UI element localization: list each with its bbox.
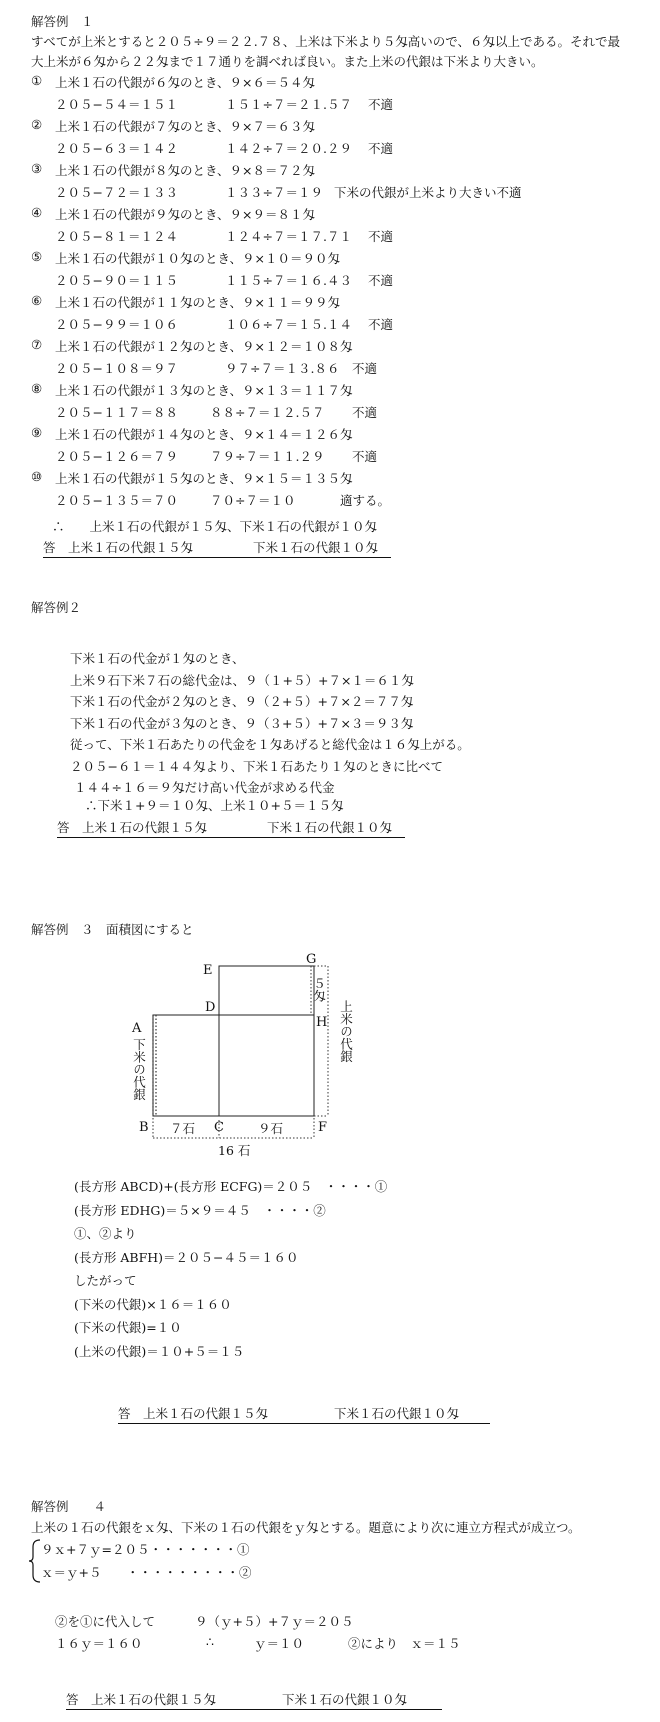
ex3-line: (上米の代銀)＝１０+５＝１５	[74, 1343, 245, 1359]
case-mark: ⑤	[31, 249, 43, 264]
ex2-line: 下米１石の代金が２匁のとき、９（２+５）+７×２＝７７匁	[70, 694, 414, 709]
ex4-answer-upper: 答 上米１石の代銀１５匁	[66, 1692, 217, 1707]
case-description: 上米１石の代銀が１１匁のとき、９×１１＝９９匁	[55, 295, 340, 310]
case-verdict: 不適	[352, 405, 378, 420]
case-subtraction: ２０５−１２６＝７９	[55, 449, 178, 464]
case-division: ７９÷７＝１１.２９	[210, 449, 325, 464]
ex1-heading: 解答例 １	[31, 14, 94, 29]
case-mark: ⑩	[31, 469, 43, 484]
seg-gh-label: ５匁	[311, 977, 327, 1002]
case-division: ９７÷７＝１３.８６	[225, 361, 340, 376]
case-subtraction: ２０５−１１７＝８８	[55, 405, 178, 420]
case-description: 上米１石の代銀が７匁のとき、９×７＝６３匁	[55, 119, 315, 134]
system-brace-icon	[28, 1538, 42, 1584]
ex4-answer	[66, 1690, 442, 1710]
ex3-line: (長方形 ABFH)＝２０５−４５＝１６０	[74, 1249, 299, 1265]
seg-cf-label: ９石	[258, 1121, 284, 1136]
ex2-line: 上米９石下米７石の総代金は、９（１+５）+７×１＝６１匁	[70, 672, 414, 688]
case-mark: ⑦	[31, 337, 43, 352]
case-division: ７０÷７＝１０	[210, 493, 296, 508]
ex3-line: (長方形 EDHG)＝５×９＝４５ ・・・・②	[74, 1202, 326, 1218]
case-subtraction: ２０５−８１＝１２４	[55, 229, 178, 244]
case-verdict: 下米の代銀が上米より大きい不適	[334, 185, 522, 200]
ex3-answer-upper: 答 上米１石の代銀１５匁	[118, 1406, 269, 1421]
case-division: １１５÷７＝１６.４３	[225, 273, 352, 288]
case-description: 上米１石の代銀が８匁のとき、９×８＝７２匁	[55, 163, 315, 178]
case-verdict: 不適	[368, 317, 394, 332]
case-subtraction: ２０５−６３＝１４２	[55, 141, 178, 156]
case-division: １２４÷７＝１７.７１	[225, 229, 352, 244]
ex3-line: ①、②より	[74, 1226, 137, 1241]
case-subtraction: ２０５−１３５＝７０	[55, 493, 178, 508]
label-h: H	[316, 1015, 328, 1030]
case-description: 上米１石の代銀が１５匁のとき、９×１５＝１３５匁	[55, 471, 353, 486]
ex4-equation-1: ９ｘ+７ｙ=２０５・・・・・・・①	[41, 1542, 250, 1557]
ex1-intro-line-1: すべてが上米とすると２０５÷９＝２２.７８、上米は下米より５匁高いので、６匁以上である。それで最	[31, 34, 620, 49]
ex4-result-1: １６ｙ＝１６０	[55, 1636, 143, 1651]
ex2-line: １４４÷１６＝９匁だけ高い代金が求める代金	[74, 780, 335, 795]
case-verdict: 不適	[368, 97, 394, 112]
ex4-therefore-symbol: ∴	[206, 1634, 214, 1649]
rect-ecfg	[219, 966, 314, 1116]
side-left-label: 下米の代銀	[131, 1038, 147, 1101]
ex4-result-x: ②により ｘ＝１５	[348, 1636, 461, 1651]
ex4-substitute-label: ②を①に代入して	[55, 1614, 156, 1629]
case-verdict: 不適	[352, 361, 378, 376]
case-mark: ④	[31, 205, 43, 220]
case-description: 上米１石の代銀が１４匁のとき、９×１４＝１２６匁	[55, 427, 353, 442]
ex1-answer-upper: 答 上米１石の代銀１５匁	[43, 540, 194, 555]
rect-abcd	[153, 1015, 219, 1116]
ex1-intro-line-2: 大上米が６匁から２２匁まで１７通りを調べれば良い。また上米の代銀は下米より大きい。	[31, 54, 544, 69]
ex2-line: 下米１石の代金が３匁のとき、９（３+５）+７×３＝９３匁	[70, 715, 414, 731]
ex4-answer-lower: 下米１石の代銀１０匁	[281, 1692, 407, 1707]
ex1-therefore: ∴ 上米１石の代銀が１５匁、下米１石の代銀が１０匁	[52, 519, 378, 534]
label-a: A	[132, 1021, 142, 1036]
case-description: 上米１石の代銀が１３匁のとき、９×１３＝１１７匁	[55, 383, 353, 398]
case-mark: ⑥	[31, 293, 43, 308]
ex1-answer-lower: 下米１石の代銀１０匁	[252, 540, 378, 555]
case-division: １５１÷７＝２１.５７	[225, 97, 352, 112]
case-verdict: 不適	[368, 141, 394, 156]
ex2-line: 従って、下米１石あたりの代金を１匁あげると総代金は１６匁上がる。	[70, 737, 470, 752]
case-verdict: 適する。	[340, 493, 391, 508]
label-c: C	[214, 1120, 224, 1135]
ex2-line: 下米１石の代金が１匁のとき、	[70, 651, 245, 666]
case-description: 上米１石の代銀が１０匁のとき、９×１０＝９０匁	[55, 251, 340, 266]
ex3-line: (下米の代銀)=１０	[74, 1320, 182, 1335]
case-mark: ⑧	[31, 381, 43, 396]
case-mark: ⑨	[31, 425, 43, 440]
seg-bf-label: 16 石	[218, 1143, 251, 1158]
ex3-line: (長方形 ABCD)+(長方形 ECFG)＝２０５ ・・・・①	[74, 1179, 388, 1194]
label-e: E	[203, 963, 213, 978]
ex4-result-y: ｙ＝１０	[254, 1636, 305, 1651]
ex3-answer	[118, 1404, 490, 1424]
case-subtraction: ２０５−１０８＝９７	[55, 361, 178, 376]
case-subtraction: ２０５−９０＝１１５	[55, 273, 178, 288]
ex2-heading: 解答例２	[31, 600, 82, 615]
case-subtraction: ２０５−７２＝１３３	[55, 185, 178, 200]
case-division: ８８÷７＝１２.５７	[210, 405, 325, 420]
case-verdict: 不適	[368, 273, 394, 288]
ex3-line: したがって	[74, 1273, 137, 1288]
label-b: B	[139, 1120, 149, 1135]
case-mark: ①	[31, 73, 43, 88]
ex2-therefore: ∴下米１+９＝１０匁、上米１０+５＝１５匁	[85, 798, 344, 813]
case-division: １４２÷７＝２０.２９	[225, 141, 352, 156]
label-d: D	[205, 1000, 216, 1015]
case-description: 上米１石の代銀が９匁のとき、９×９＝８１匁	[55, 207, 315, 222]
ex3-answer-lower: 下米１石の代銀１０匁	[333, 1406, 459, 1421]
label-f: F	[318, 1120, 328, 1135]
case-division: １３３÷７＝１９	[225, 185, 323, 200]
ex3-heading: 解答例 ３ 面積図にすると	[31, 922, 194, 937]
case-description: 上米１石の代銀が６匁のとき、９×６＝５４匁	[55, 75, 315, 90]
label-g: G	[306, 952, 317, 967]
case-division: １０６÷７＝１５.１４	[225, 317, 352, 332]
case-mark: ②	[31, 117, 43, 132]
seg-bc-label: ７石	[170, 1121, 196, 1136]
case-verdict: 不適	[352, 449, 378, 464]
case-description: 上米１石の代銀が１２匁のとき、９×１２＝１０８匁	[55, 339, 353, 354]
ex4-substitute-equation: ９（ｙ+５）+７ｙ＝２０５	[195, 1614, 354, 1629]
side-right-label: 上米の代銀	[338, 1000, 354, 1063]
case-mark: ③	[31, 161, 43, 176]
ex4-heading: 解答例 ４	[31, 1499, 107, 1514]
ex2-answer-upper: 答 上米１石の代銀１５匁	[57, 820, 208, 835]
case-subtraction: ２０５−５４＝１５１	[55, 97, 178, 112]
case-verdict: 不適	[368, 229, 394, 244]
ex4-intro: 上米の１石の代銀をｘ匁、下米の１石の代銀をｙ匁とする。題意により次に連立方程式が成立つ。	[31, 1520, 581, 1535]
ex2-line: ２０５−６１＝１４４匁より、下米１石あたり１匁のときに比べて	[70, 758, 443, 774]
ex2-answer-lower: 下米１石の代銀１０匁	[266, 820, 392, 835]
case-subtraction: ２０５−９９＝１０６	[55, 317, 178, 332]
ex4-equation-2: ｘ＝ｙ+５ ・・・・・・・・・②	[41, 1565, 252, 1580]
ex3-line: (下米の代銀)×１６＝１６０	[74, 1296, 232, 1312]
